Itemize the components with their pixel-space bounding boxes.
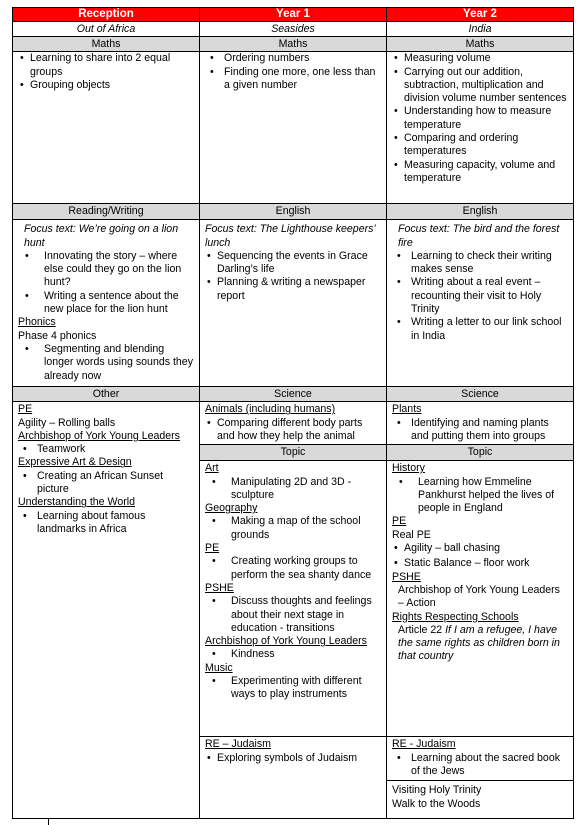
phonics-list: [18, 343, 194, 383]
maths-heading-row: [13, 37, 574, 52]
pe-title: PE: [392, 515, 407, 528]
literacy-year2-list: [392, 250, 568, 343]
leaders-title: Archbishop of York Young Leaders: [205, 635, 367, 648]
list-item: • Learning to check their writing makes sense: [392, 250, 568, 277]
maths-heading-reception: Maths: [13, 37, 200, 52]
page-marker: [48, 818, 49, 825]
pshe-text: Archbishop of York Young Leaders – Action: [398, 583, 560, 610]
list-item: • Sequencing the events in Grace Darling’s life: [205, 250, 381, 277]
visit-line: Walk to the Woods: [392, 797, 481, 810]
list-item: • Comparing and ordering temperatures: [392, 132, 568, 159]
phonics-title: Phonics: [18, 316, 56, 329]
list-item: • Writing about a real event – recounting their visit to Holy Trinity: [392, 276, 568, 316]
literacy-reception-cell: [13, 220, 200, 387]
phonics-phase: Phase 4 phonics: [18, 329, 97, 342]
literacy-content-row: [13, 220, 574, 387]
topic-year1-cell: [200, 461, 387, 737]
list-item: • Planning & writing a newspaper report: [205, 276, 381, 303]
list-item: • Measuring capacity, volume and temperature: [392, 159, 568, 186]
theme-year2: India: [387, 22, 574, 37]
list-item: • Grouping objects: [18, 79, 194, 92]
list-item: • Teamwork: [18, 443, 194, 456]
list-item: • Experimenting with different ways to play instruments: [205, 675, 381, 702]
maths-reception-list: [18, 52, 194, 92]
focus-text: Focus text: We’re going on a lion hunt: [24, 223, 179, 249]
list-item: • Segmenting and blending longer words using sounds they already now: [18, 343, 194, 383]
list-item: • Learning about famous landmarks in Africa: [18, 510, 194, 537]
science-year2-clip: [392, 403, 568, 443]
art-list: [205, 476, 381, 503]
science-year2-cell: [387, 402, 574, 445]
pe-title: PE: [205, 542, 220, 555]
list-item: • Static Balance – floor work: [392, 557, 568, 570]
re-year2-block: [387, 737, 573, 781]
list-item: • Manipulating 2D and 3D - sculpture: [205, 476, 381, 503]
science-year1-list: [205, 417, 381, 444]
pe-list: [392, 542, 568, 571]
curriculum-table: [12, 7, 574, 819]
list-item: • Identifying and naming plants and putting them into groups: [392, 417, 568, 444]
list-item: • Comparing different body parts and how they help the animal: [205, 417, 381, 444]
list-item: • Learning how Emmeline Pankhurst helped the lives of people in England: [392, 476, 568, 516]
literacy-year2-cell: [387, 220, 574, 387]
list-item: • Understanding how to measure temperature: [392, 105, 568, 132]
world-list: [18, 510, 194, 537]
pshe-title: PSHE: [392, 570, 421, 583]
pe-text: Real PE: [392, 528, 431, 541]
list-item: • Carrying out our addition, subtraction, multiplication and division volume number sentences: [392, 66, 568, 106]
list-item: • Innovating the story – where else could they go on the lion hunt?: [18, 250, 194, 290]
focus-text: Focus text: The bird and the forest fire: [398, 223, 560, 249]
header-row: [13, 8, 574, 22]
theme-year1: Seasides: [200, 22, 387, 37]
music-list: [205, 675, 381, 702]
list-item: • Exploring symbols of Judaism: [205, 752, 381, 765]
list-item: • Creating an African Sunset picture: [18, 470, 194, 497]
literacy-heading-year2: English: [387, 204, 574, 220]
re-title: RE - Judaism: [392, 738, 456, 751]
science-year1-cell: [200, 402, 387, 445]
visit-line: Visiting Holy Trinity: [392, 784, 482, 797]
art-list: [18, 470, 194, 497]
topic-year2-cell: [387, 461, 574, 737]
maths-year2-list: [392, 52, 568, 185]
rrs-quote: If I am a refugee, I have the same rights as children born in that country: [398, 623, 560, 663]
pe-text: Agility – Rolling balls: [18, 416, 116, 429]
list-item: • Learning to share into 2 equal groups: [18, 52, 194, 79]
re-year2-cell: [387, 737, 574, 819]
list-item: • Agility – ball chasing: [392, 542, 568, 555]
list-item: • Finding one more, one less than a given number: [205, 66, 381, 93]
science-year1-clip: [205, 403, 381, 443]
world-title: Understanding the World: [18, 496, 135, 509]
art-title: Expressive Art & Design: [18, 456, 132, 469]
other-reception-cell: [13, 402, 200, 819]
topic-heading-year1: Topic: [200, 445, 387, 461]
leaders-title: Archbishop of York Young Leaders: [18, 429, 180, 442]
maths-year2-cell: [387, 52, 574, 204]
literacy-reception-list: [18, 250, 194, 316]
list-item: • Learning about the sacred book of the Jews: [392, 752, 568, 779]
pshe-title: PSHE: [205, 581, 234, 594]
pe-list: [205, 555, 381, 582]
literacy-heading-reception: Reading/Writing: [13, 204, 200, 220]
science-year2-list: [392, 417, 568, 444]
list-item: • Ordering numbers: [205, 52, 381, 65]
art-title: Art: [205, 462, 219, 475]
header-year2: Year 2: [387, 8, 574, 22]
list-item: • Kindness: [205, 648, 381, 661]
maths-heading-year2: Maths: [387, 37, 574, 52]
rrs-article-number: Article 22: [398, 623, 446, 636]
header-year1: Year 1: [200, 8, 387, 22]
literacy-heading-row: [13, 204, 574, 220]
list-item: • Creating working groups to perform the sea shanty dance: [205, 555, 381, 582]
science-content-row: [13, 402, 574, 445]
re-year1-cell: [200, 737, 387, 819]
literacy-year1-list: [205, 250, 381, 303]
list-item: • Measuring volume: [392, 52, 568, 65]
science-heading-year1: Science: [200, 387, 387, 402]
maths-year1-cell: [200, 52, 387, 204]
science-topic-title: Plants: [392, 403, 422, 416]
other-heading: Other: [13, 387, 200, 402]
topic-heading-year2: Topic: [387, 445, 574, 461]
focus-text: Focus text: The Lighthouse keepers’ lunch: [205, 223, 376, 249]
science-topic-title: Animals (including humans): [205, 403, 336, 416]
music-title: Music: [205, 661, 233, 674]
header-reception: Reception: [13, 8, 200, 22]
maths-heading-year1: Maths: [200, 37, 387, 52]
theme-reception: Out of Africa: [13, 22, 200, 37]
literacy-heading-year1: English: [200, 204, 387, 220]
leaders-list: [18, 443, 194, 456]
geography-list: [205, 515, 381, 542]
leaders-list: [205, 648, 381, 661]
list-item: • Making a map of the school grounds: [205, 515, 381, 542]
history-title: History: [392, 462, 425, 475]
visits-block: [387, 781, 573, 811]
re-year2-list: [392, 752, 568, 779]
rrs-article: [392, 624, 568, 664]
list-item: • Writing a letter to our link school in India: [392, 316, 568, 343]
maths-reception-cell: [13, 52, 200, 204]
pshe-list: [205, 595, 381, 635]
maths-year1-list: [205, 52, 381, 92]
literacy-year1-cell: [200, 220, 387, 387]
history-list: [392, 476, 568, 516]
list-item: • Writing a sentence about the new place for the lion hunt: [18, 290, 194, 317]
other-science-heading-row: [13, 387, 574, 402]
maths-content-row: [13, 52, 574, 204]
rrs-title: Rights Respecting Schools: [392, 610, 519, 623]
science-heading-year2: Science: [387, 387, 574, 402]
re-year1-list: [205, 752, 381, 765]
pe-title: PE: [18, 403, 33, 416]
list-item: • Discuss thoughts and feelings about their next stage in education - transitions: [205, 595, 381, 635]
theme-row: [13, 22, 574, 37]
re-title: RE – Judaism: [205, 738, 271, 751]
geography-title: Geography: [205, 502, 258, 515]
